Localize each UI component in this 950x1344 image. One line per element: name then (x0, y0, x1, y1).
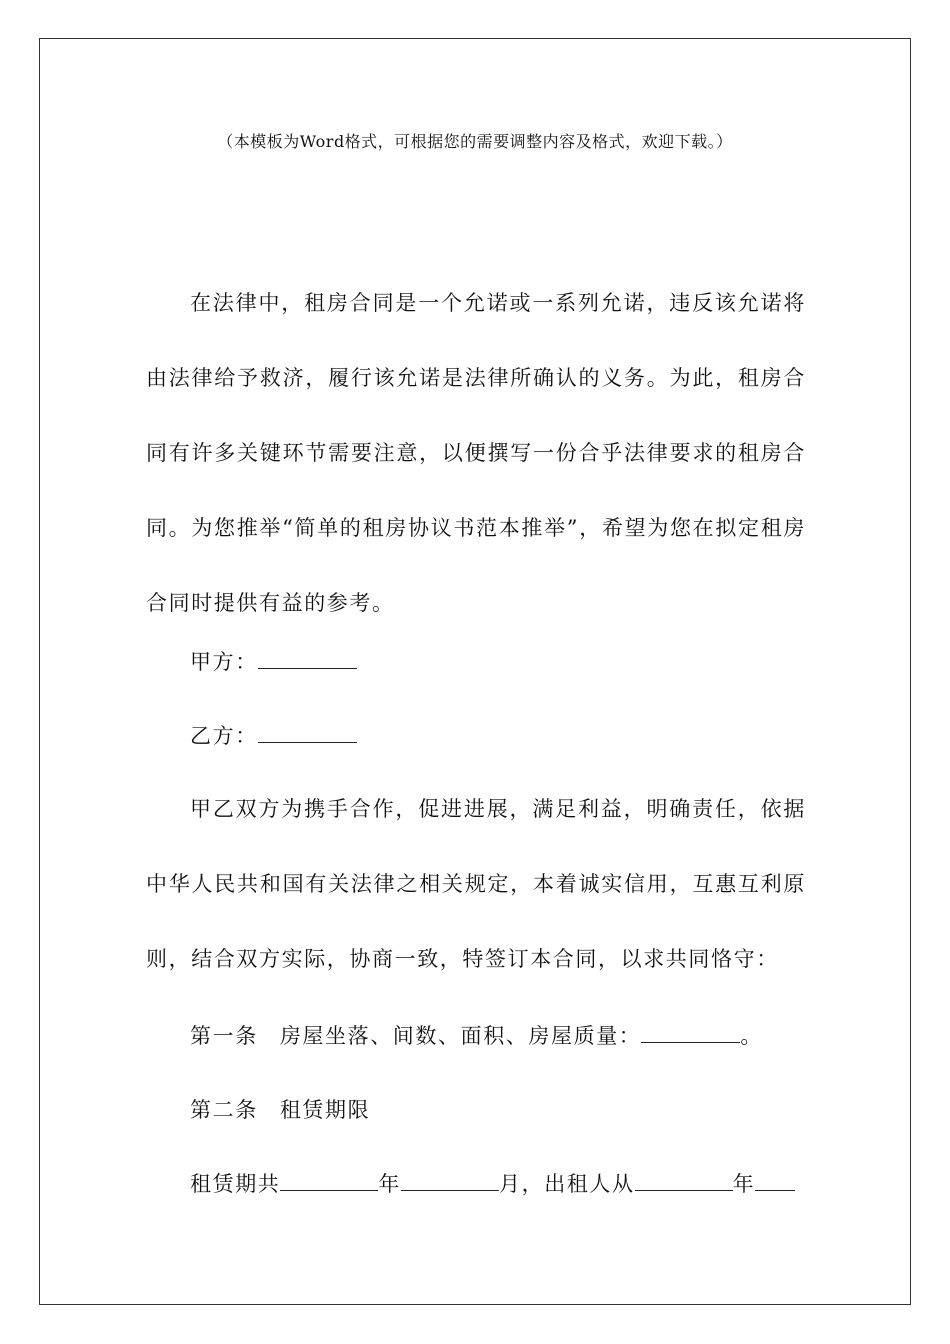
article-2-line (190, 1094, 370, 1126)
page-border (39, 38, 911, 1305)
party-a-blank[interactable] (258, 646, 357, 669)
article-1-number: 第一条 (190, 1024, 258, 1048)
article-2-text: 租赁期限 (279, 1098, 371, 1122)
party-b-line (190, 720, 357, 752)
article-1-line (190, 1020, 763, 1052)
intro-paragraph: 在法律中，租房合同是一个允诺或一系列允诺，违反该允诺将由法律给予救济，履行该允诺是法律所确认的义务。为此，租房合同有许多关键环节需要注意，以便撰写一份合乎法律要求的租房合同。为您推举“简单的租房协议书范本推举”，希望为您在拟定租房合同时提供有益的参考。 (146, 291, 806, 615)
term-month-label: 月，出租人从 (499, 1172, 635, 1196)
article-1-blank[interactable] (641, 1020, 740, 1043)
template-note: （本模板为Word格式，可根据您的需要调整内容及格式，欢迎下载。） (217, 132, 733, 151)
term-prefix: 租赁期共 (190, 1172, 281, 1196)
party-b-label: 乙方： (190, 724, 258, 748)
term-line (190, 1168, 795, 1200)
party-a-label: 甲方： (190, 650, 258, 674)
article-1-end: 。 (740, 1024, 764, 1048)
term-year2-label: 年 (732, 1172, 756, 1196)
article-2-number: 第二条 (190, 1098, 258, 1122)
term-months-blank[interactable] (401, 1168, 499, 1191)
article-1-text: 房屋坐落、间数、面积、房屋质量： (279, 1024, 642, 1048)
start-month-blank[interactable] (755, 1168, 795, 1191)
term-years-blank[interactable] (280, 1168, 378, 1191)
term-year-label: 年 (378, 1172, 402, 1196)
party-b-blank[interactable] (258, 720, 357, 743)
preamble-paragraph: 甲乙双方为携手合作，促进进展，满足利益，明确责任，依据中华人民共和国有关法律之相关规定，本着诚实信用，互惠互利原则，结合双方实际，协商一致，特签订本合同，以求共同恪守： (146, 797, 806, 971)
party-a-line (190, 646, 357, 678)
start-year-blank[interactable] (635, 1168, 733, 1191)
